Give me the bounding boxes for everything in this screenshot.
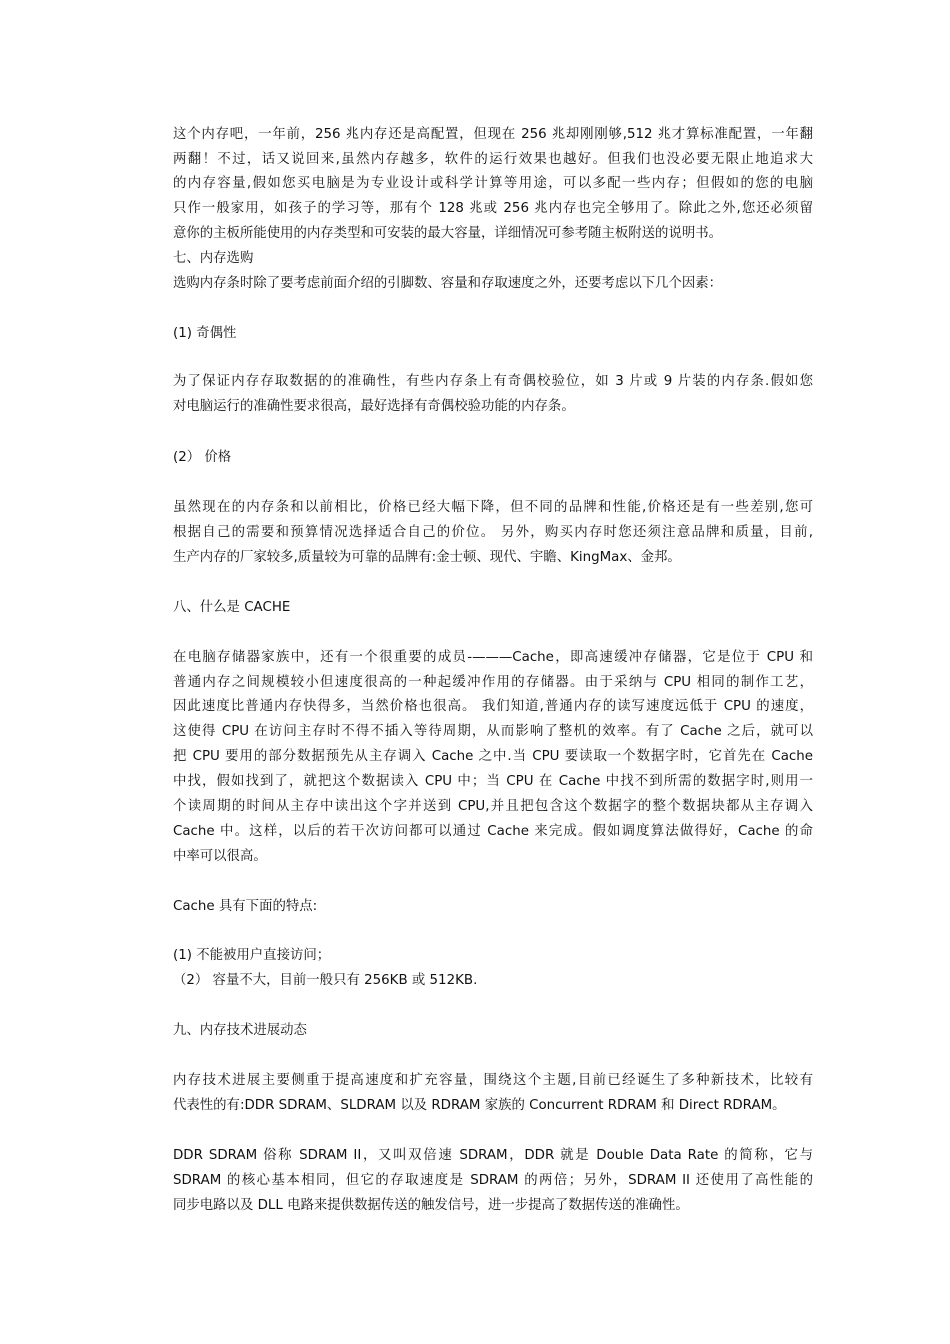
- subheading-price: (2） 价格: [173, 450, 232, 465]
- paragraph-cache-line-5: 把 CPU 要用的部分数据预先从主存调入 Cache 之中.当 CPU 要读取一个数据字时，它首先在 Cache: [173, 749, 813, 764]
- paragraph-memory-capacity-line-1: 这个内存吧，一年前，256 兆内存还是高配置，但现在 256 兆却刚刚够,512 兆才算标准配置，一年翻: [173, 127, 813, 142]
- subheading-parity: (1) 奇偶性: [173, 326, 237, 341]
- paragraph-parity-line-2: 对电脑运行的准确性要求很高，最好选择有奇偶校验功能的内存条。: [173, 399, 575, 414]
- paragraph-price-line-2: 根据自己的需要和预算情况选择适合自己的价位。 另外，购买内存时您还须注意品牌和质量，目前,: [173, 525, 813, 540]
- paragraph-buying-intro: 选购内存条时除了要考虑前面介绍的引脚数、容量和存取速度之外，还要考虑以下几个因素：: [173, 276, 723, 291]
- cache-feature-item-2: （2） 容量不大，目前一般只有 256KB 或 512KB.: [173, 973, 478, 988]
- paragraph-cache-line-8: Cache 中。这样，以后的若干次访问都可以通过 Cache 来完成。假如调度算法做得好，Cache 的命: [173, 824, 813, 839]
- paragraph-ddr-line-1: DDR SDRAM 俗称 SDRAM II，又叫双倍速 SDRAM，DDR 就是 Double Data Rate 的简称，它与: [173, 1148, 813, 1163]
- paragraph-cache-line-9: 中率可以很高。: [173, 849, 267, 864]
- paragraph-price-line-3: 生产内存的厂家较多,质量较为可靠的品牌有:金士顿、现代、宇瞻、KingMax、金邦。: [173, 550, 681, 565]
- paragraph-cache-line-1: 在电脑存储器家族中，还有一个很重要的成员-———Cache，即高速缓冲存储器，它是位于 CPU 和: [173, 650, 813, 665]
- paragraph-cache-line-4: 这使得 CPU 在访问主存时不得不插入等待周期，从而影响了整机的效率。有了 Cache 之后，就可以: [173, 724, 813, 739]
- paragraph-cache-features-intro: Cache 具有下面的特点:: [173, 899, 318, 914]
- paragraph-cache-line-3: 因此速度比普通内存快得多，当然价格也很高。 我们知道,普通内存的读写速度远低于 CPU 的速度，: [173, 699, 813, 714]
- section-heading-8: 八、什么是 CACHE: [173, 600, 291, 615]
- paragraph-price-line-1: 虽然现在的内存条和以前相比，价格已经大幅下降，但不同的品牌和性能,价格还是有一些差别,您可: [173, 500, 813, 515]
- paragraph-memory-tech-line-1: 内存技术进展主要侧重于提高速度和扩充容量，围绕这个主题,目前已经诞生了多种新技术，比较有: [173, 1073, 813, 1088]
- paragraph-memory-capacity-line-5: 意你的主板所能使用的内存类型和可安装的最大容量，详细情况可参考随主板附送的说明书。: [173, 226, 723, 241]
- paragraph-cache-line-2: 普通内存之间规模较小但速度很高的一种起缓冲作用的存储器。由于采纳与 CPU 相同的制作工艺，: [173, 675, 813, 690]
- section-heading-9: 九、内存技术进展动态: [173, 1023, 307, 1038]
- paragraph-memory-tech-line-2: 代表性的有:DDR SDRAM、SLDRAM 以及 RDRAM 家族的 Concurrent RDRAM 和 Direct RDRAM。: [173, 1098, 786, 1113]
- section-heading-7: 七、内存选购: [173, 251, 254, 266]
- paragraph-cache-line-6: 中找，假如找到了，就把这个数据读入 CPU 中；当 CPU 在 Cache 中找不到所需的数据字时,则用一: [173, 774, 813, 789]
- paragraph-cache-line-7: 个读周期的时间从主存中读出这个字并送到 CPU,并且把包含这个数据字的整个数据块都从主存调入: [173, 799, 813, 814]
- paragraph-memory-capacity-line-3: 的内存容量,假如您买电脑是为专业设计或科学计算等用途，可以多配一些内存；但假如的您的电脑: [173, 176, 813, 191]
- paragraph-memory-capacity-line-2: 两翻！不过，话又说回来,虽然内存越多，软件的运行效果也越好。但我们也没必要无限止地追求大: [173, 152, 813, 167]
- paragraph-ddr-line-3: 同步电路以及 DLL 电路来提供数据传送的触发信号，进一步提高了数据传送的准确性。: [173, 1198, 689, 1213]
- paragraph-memory-capacity-line-4: 只作一般家用，如孩子的学习等，那有个 128 兆或 256 兆内存也完全够用了。除此之外,您还必须留: [173, 201, 813, 216]
- paragraph-parity-line-1: 为了保证内存存取数据的的准确性，有些内存条上有奇偶校验位，如 3 片或 9 片装的内存条.假如您: [173, 374, 813, 389]
- cache-feature-item-1: (1) 不能被用户直接访问；: [173, 948, 331, 963]
- paragraph-ddr-line-2: SDRAM 的核心基本相同，但它的存取速度是 SDRAM 的两倍；另外，SDRAM II 还使用了高性能的: [173, 1173, 813, 1188]
